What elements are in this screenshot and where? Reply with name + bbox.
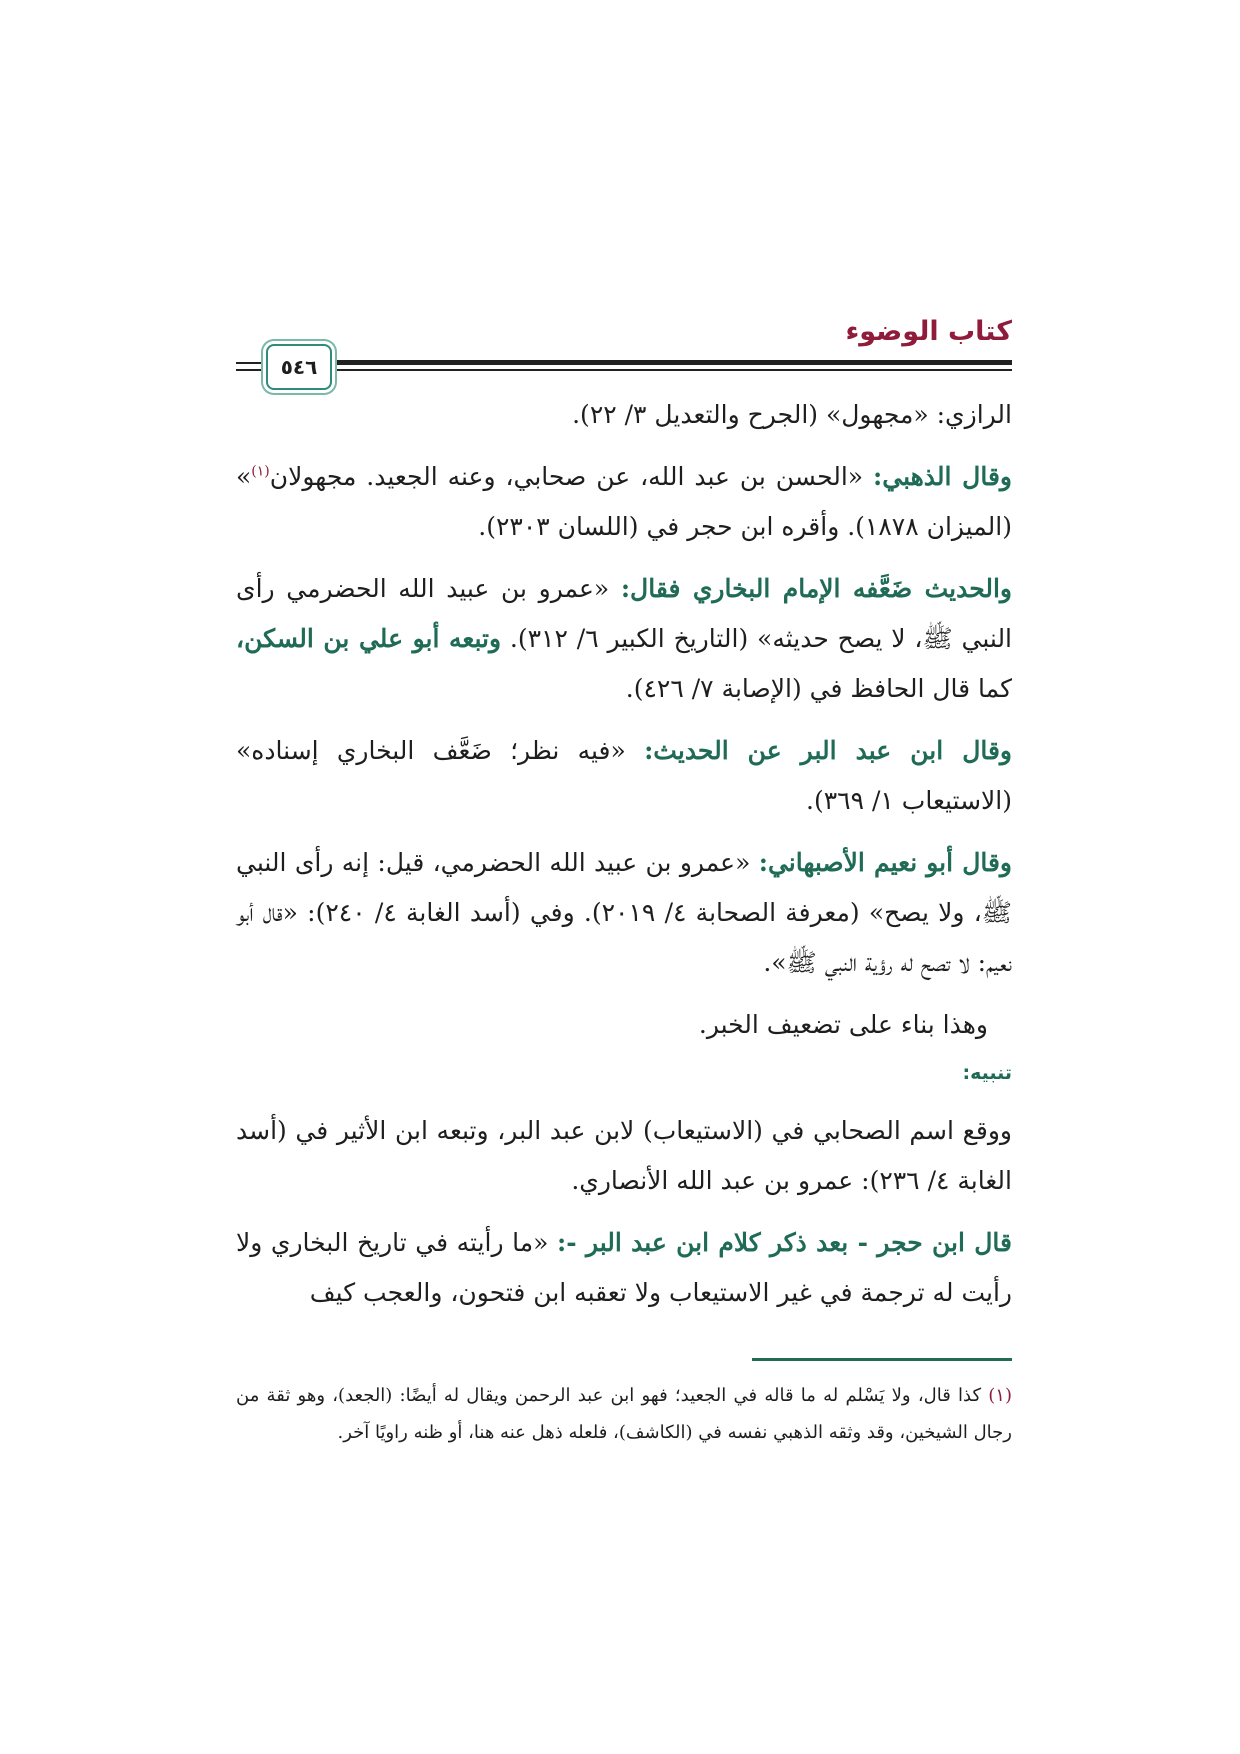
footnote-number: (١) bbox=[988, 1385, 1012, 1406]
paragraph-2: وقال الذهبي: «الحسن بن عبد الله، عن صحابي، وعنه الجعيد. مجهولان$^{(١)}$» (الميزان ١٨٧٨). وأقره ابن حجر في (اللسان ٢٣٠٣). bbox=[236, 462, 1012, 541]
main-text bbox=[236, 390, 1012, 1318]
note-heading: تنبيه: bbox=[962, 1062, 1012, 1084]
paragraph-3: والحديث ضَعَّفه الإمام البخاري فقال: «عمرو بن عبيد الله الحضرمي رأى النبي ﷺ، لا يصح حديثه» (التاريخ الكبير ٦/ ٣١٢). وتبعه أبو علي بن السكن، كما قال الحافظ في (الإصابة ٧/ ٤٢٦). bbox=[236, 574, 1013, 703]
page-number-badge: ٥٤٦ bbox=[266, 344, 332, 390]
footnote: (١) كذا قال، ولا يَسْلم له ما قاله في الجعيد؛ فهو ابن عبد الرحمن ويقال له أيضًا: (الجعد)، وهو ثقة من رجال الشيخين، وقد وثقه الذهبي نفسه في (الكاشف)، فلعله ذهل عنه هنا، أو ظنه راويًا آخر. bbox=[236, 1385, 1012, 1443]
paragraph-6: وهذا بناء على تضعيف الخبر. bbox=[698, 1010, 988, 1039]
paragraph-1: الرازي: «مجهول» (الجرح والتعديل ٣/ ٢٢). bbox=[572, 400, 1012, 429]
paragraph-8: قال ابن حجر - بعد ذكر كلام ابن عبد البر -: «ما رأيته في تاريخ البخاري ولا رأيت له ترجمة في غير الاستيعاب ولا تعقبه ابن فتحون، والعجب كيف bbox=[236, 1228, 1012, 1307]
speaker-label: وتبعه أبو علي بن السكن، bbox=[236, 624, 502, 653]
speaker-label: وقال أبو نعيم الأصبهاني: bbox=[758, 848, 1012, 877]
book-page bbox=[236, 300, 1012, 1451]
book-title: كتاب الوضوء bbox=[845, 316, 1012, 347]
paragraph-5: وقال أبو نعيم الأصبهاني: «عمرو بن عبيد الله الحضرمي، قيل: إنه رأى النبي ﷺ، ولا يصح» (معرفة الصحابة ٤/ ٢٠١٩). وفي (أسد الغابة ٤/ ٢٤٠): «قال أبو نعيم: لا تصح له رؤية النبي ﷺ». bbox=[236, 848, 1012, 977]
speaker-label: وقال ابن عبد البر عن الحديث: bbox=[644, 736, 1013, 765]
header-rule-thick bbox=[264, 360, 1012, 365]
header-rule-thin bbox=[264, 369, 1012, 371]
paragraph-7: ووقع اسم الصحابي في (الاستيعاب) لابن عبد البر، وتبعه ابن الأثير في (أسد الغابة ٤/ ٢٣٦): عمرو بن عبد الله الأنصاري. bbox=[236, 1116, 1012, 1195]
speaker-label: والحديث ضَعَّفه الإمام البخاري فقال: bbox=[620, 574, 1012, 603]
header-rule-left bbox=[236, 362, 262, 364]
footnote-separator bbox=[752, 1358, 1012, 1361]
page-header bbox=[236, 300, 1012, 390]
paragraph-4: وقال ابن عبد البر عن الحديث: «فيه نظر؛ ضَعَّف البخاري إسناده» (الاستيعاب ١/ ٣٦٩). bbox=[236, 736, 1013, 815]
header-rule-left-2 bbox=[236, 369, 262, 371]
speaker-label: قال ابن حجر - بعد ذكر كلام ابن عبد البر -: bbox=[557, 1228, 1012, 1257]
footnote-reference[interactable]: (١) bbox=[251, 463, 270, 480]
speaker-label: وقال الذهبي: bbox=[873, 462, 1012, 491]
